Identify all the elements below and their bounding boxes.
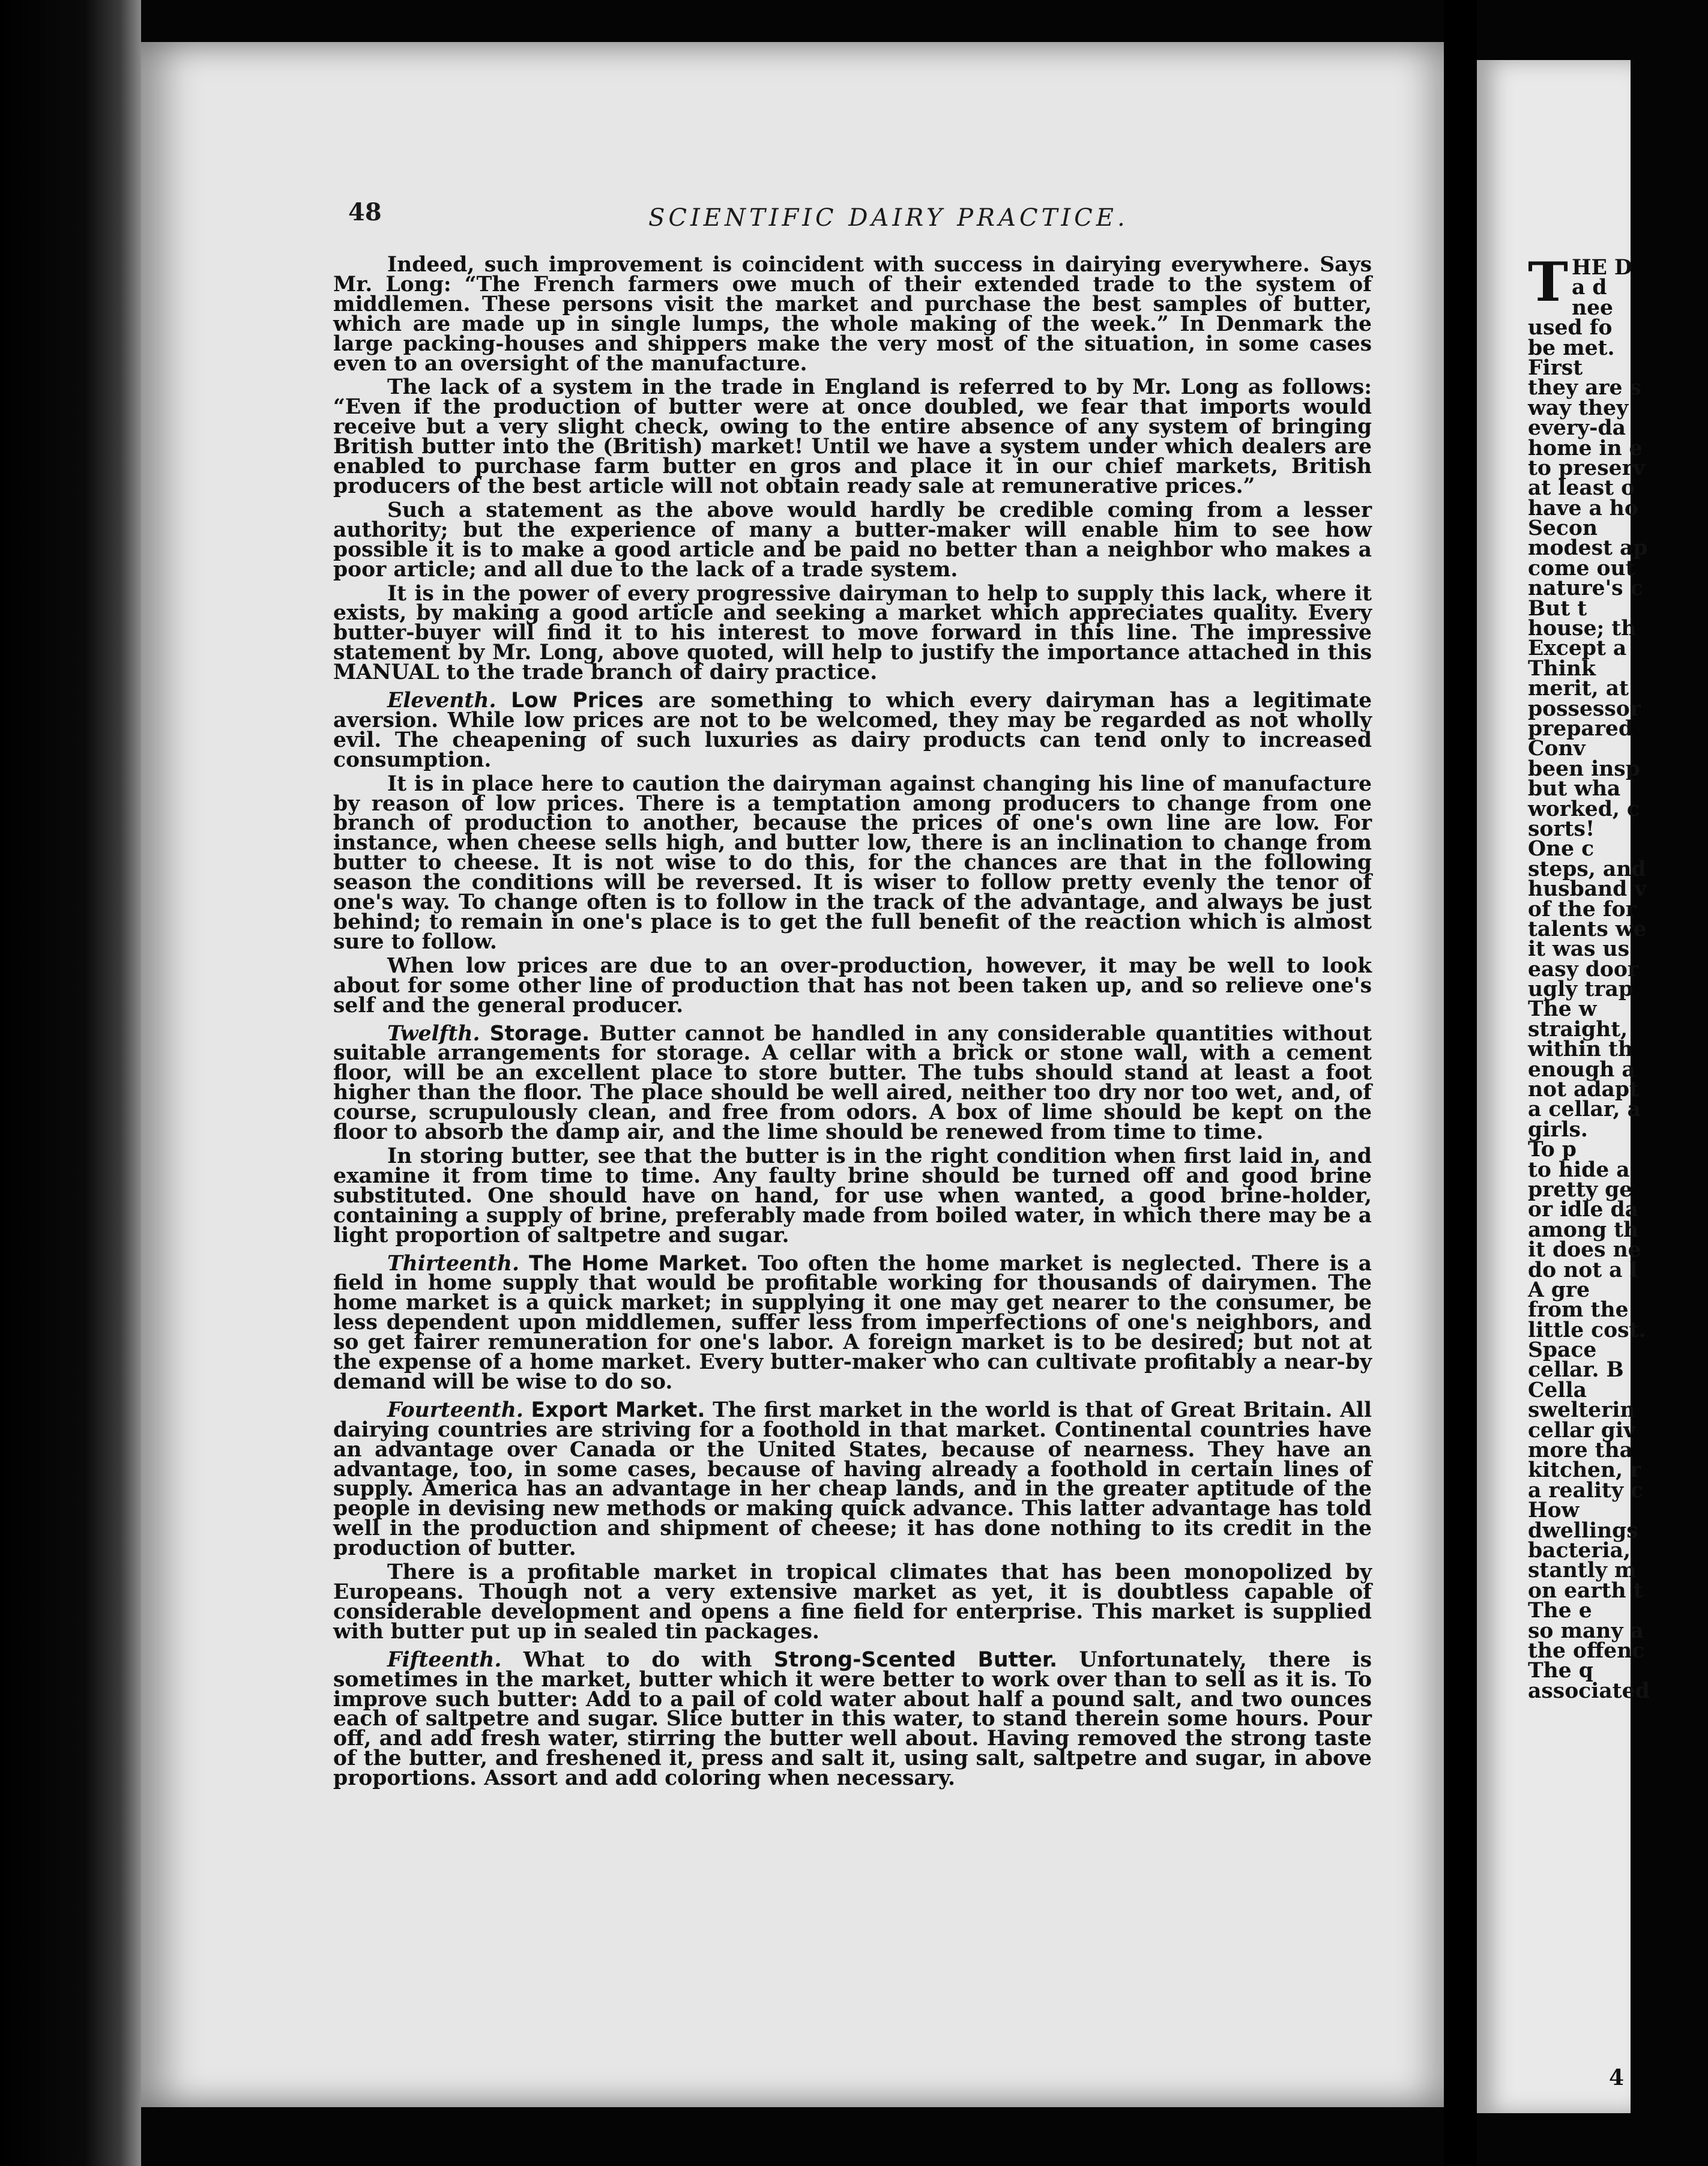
paragraph-text: In storing butter, see that the butter is in the right condition when first laid in, and examine it from time to time. Any faulty brine should be turned off and good brine substituted. One should have on hand, for use when wanted, a good brine-holder, containing a supply of brine, preferably made from boiled water, in which there may be a light proportion of saltpetre and sugar. — [333, 1144, 1372, 1247]
drop-cap: T — [1528, 250, 1568, 314]
paragraph-text: Such a statement as the above would hardly be credible coming from a lesser authority; but the experience of many a butter-maker will enable him to see how possible it is to make a good article and be paid no better than a neighbor who makes a poor article; and all due to the lack of a trade system. — [333, 498, 1372, 582]
book-edge — [0, 0, 141, 2166]
right-page-line: from the — [1528, 1298, 1629, 1323]
paragraph — [333, 1144, 1372, 1247]
book-gutter — [1444, 0, 1477, 2166]
section-title: Low Prices — [511, 689, 644, 713]
right-page-line: stantly m — [1528, 1558, 1637, 1583]
body-text — [333, 255, 1372, 1793]
section-number: Fifteenth. — [387, 1647, 502, 1672]
right-page-line: First — [1528, 355, 1583, 380]
right-page-line: enough a — [1528, 1057, 1635, 1082]
right-page-line: worked, c — [1528, 797, 1640, 821]
section-title: Storage. — [489, 1021, 590, 1046]
paragraph — [333, 1021, 1372, 1145]
right-page-line: every-da — [1528, 416, 1626, 441]
paragraph — [333, 1647, 1372, 1791]
paragraph-text: Too often the home market is neglected. There is a field in home supply that would be profitable working for thousands of dairymen. The home market is a quick market; in supplying it one may get nearer to the consumer, be less dependent upon middlemen, suffer less from imperfections of one's neighbors, and so get fairer remuneration for one's labor. A foreign market is to be desired; but not at the expense of a home market. Every butter-maker who can cultivate profitably a near-by demand will be wise to do so. — [333, 1251, 1372, 1394]
right-page-line: more tha — [1528, 1438, 1634, 1463]
right-page-line: it was us — [1528, 937, 1630, 962]
right-page-line: Space — [1528, 1338, 1597, 1363]
paragraph — [333, 1398, 1372, 1561]
right-page-line: bacteria, — [1528, 1539, 1631, 1563]
section-number: Fourteenth. — [387, 1398, 524, 1422]
right-page-line: prepared — [1528, 716, 1633, 741]
right-page-line: but wha — [1528, 777, 1621, 801]
right-page-line: One c — [1528, 837, 1595, 861]
right-page-line: Except a — [1528, 636, 1627, 661]
paragraph-text: There is a profitable market in tropical climates that has been monopolized by Europeans. Though not a very extensive market as yet, it is doubtless capable of considerable development and opens a fine field for enterprise. This market is supplied with butter put up in sealed tin packages. — [333, 1560, 1372, 1644]
right-page-line: within th — [1528, 1037, 1634, 1062]
right-page-line: pretty ge — [1528, 1177, 1633, 1202]
right-page-line: house; th — [1528, 617, 1637, 641]
right-page-text — [1528, 250, 1708, 1703]
right-page-line: How — [1528, 1498, 1580, 1523]
paragraph — [333, 1251, 1372, 1394]
paragraph-text: Indeed, such improvement is coincident with success in dairying everywhere. Says Mr. Long: “The French farmers owe much of their extended trade to the system of middlemen. These persons visit the market and purchase the best samples of butter, which are made up in single lumps, the whole making of the week.” In Denmark the large packing-houses and shippers make the very most of the situation, in some cases even to an oversight of the manufacture. — [333, 253, 1372, 376]
paragraph — [333, 253, 1372, 376]
page-number: 48 — [348, 198, 382, 226]
right-page-line: husband v — [1528, 877, 1647, 902]
right-page-line: possessor — [1528, 696, 1641, 721]
section-lead-text: What to do with — [523, 1647, 752, 1672]
right-page-line: Secon — [1528, 516, 1598, 541]
paragraph-text: The first market in the world is that of Great Britain. All dairying countries are striving for a foothold in that market. Continental countries have an advantage over Canada or the United States, because of nearness. They have an advantage, too, in some cases, because of having already a foothold in certain lines of supply. America has an advantage in her cheap lands, and in the greater aptitude of the people in devising new methods or making quick advance. This latter advantage has told well in the production and shipment of cheese; it has done nothing to its credit in the production of butter. — [333, 1398, 1372, 1561]
right-page-line: or idle da — [1528, 1198, 1638, 1222]
section-title: The Home Market. — [529, 1251, 749, 1276]
right-page-line: little cost. — [1528, 1318, 1646, 1342]
right-page-line: nee — [1571, 295, 1613, 320]
right-page-line: they are s — [1528, 376, 1641, 400]
paragraph — [333, 581, 1372, 685]
right-page-line: be met. — [1528, 336, 1615, 360]
right-page — [1477, 60, 1650, 2113]
running-title: SCIENTIFIC DAIRY PRACTICE. — [648, 204, 1129, 232]
section-number: Eleventh. — [387, 689, 496, 713]
paragraph — [333, 498, 1372, 582]
right-page-line: straight, — [1528, 1017, 1628, 1042]
right-page-line: to preserv — [1528, 456, 1645, 480]
right-page-line: The e — [1528, 1599, 1592, 1623]
paragraph — [333, 1560, 1372, 1644]
right-page-line: associated — [1528, 1679, 1650, 1703]
right-page-line: talents we — [1528, 917, 1647, 941]
right-page-line: Cella — [1528, 1378, 1587, 1402]
section-title: Strong-Scented Butter. — [773, 1647, 1058, 1672]
paragraph — [333, 691, 1372, 770]
right-page-line: a d — [1571, 276, 1607, 300]
right-page-line: merit, at — [1528, 677, 1629, 701]
paragraph — [333, 953, 1372, 1018]
paragraph-text: It is in the power of every progressive dairyman to help to supply this lack, where it exists, by making a good article and seeking a market which appreciates quality. Every butter-buyer will find it to his interest to move forward in this line. The impressive statement by Mr. Long, above quoted, will help to justify the importance attached in this MANUAL to the trade branch of dairy practice. — [333, 581, 1372, 685]
section-number: Thirteenth. — [387, 1251, 519, 1276]
right-page-line: But t — [1528, 596, 1587, 621]
right-page-line: cellar. B — [1528, 1358, 1624, 1383]
right-page-line: A gre — [1528, 1278, 1590, 1302]
right-page-line: nature's c — [1528, 576, 1643, 601]
right-page-line: The q — [1528, 1659, 1593, 1683]
paragraph-text: The lack of a system in the trade in England is referred to by Mr. Long as follows: “Even if the production of butter were at once doubled, we fear that imports would receive but a very slight check, owing to the entire absence of any system of bringing British butter into the (British) market! Until we have a system under which dealers are enabled to purchase farm butter en gros and place it in our chief markets, British producers of the best article will not obtain ready sale at remunerative prices.” — [333, 375, 1372, 498]
right-page-line: steps, and — [1528, 857, 1646, 881]
right-page-line: sorts! — [1528, 816, 1595, 841]
right-page-line: at least o — [1528, 476, 1635, 501]
paragraph-text: Butter cannot be handled in any considerable quantities without suitable arrangements for storage. A cellar with a brick or stone wall, with a cement floor, will be an excellent place to store butter. The tubs should stand at least a foot higher than the floor. The place should be well aired, neither too dry nor too wet, and, of course, scrupulously clean, and free from odors. A box of lime should be kept on the floor to absorb the damp air, and the lime should be renewed from time to time. — [333, 1021, 1372, 1145]
right-page-line: The w — [1528, 997, 1597, 1022]
right-page-line: home in e — [1528, 436, 1643, 460]
right-page-line: Think — [1528, 656, 1596, 681]
right-page-line: come out — [1528, 556, 1635, 581]
paragraph-text: Unfortunately, there is sometimes in the market, butter which it were better to work over than to sell as it is. To improve such butter: Add to a pail of cold water about half a pound salt, and two ounces each of saltpetre and sugar. Slice butter in this water, to stand therein some hours. Pour off, and add fresh water, stirring the butter well about. Having removed the strong taste of the butter, and freshened it, press and salt it, using salt, saltpetre and sugar, in above proportions. Assort and add coloring when necessary. — [333, 1647, 1372, 1791]
right-page-line: not adapt — [1528, 1078, 1639, 1102]
section-title: Export Market. — [531, 1398, 705, 1422]
right-page-line: ugly trap — [1528, 977, 1633, 1002]
paragraph-text: are something to which every dairyman has a legitimate aversion. While low prices are not to be welcomed, they may be regarded as not wholly evil. The cheapening of such luxuries as dairy products can tend only to increased consumption. — [333, 689, 1372, 772]
right-page-line: a reality c — [1528, 1478, 1644, 1503]
right-page-line: kitchen, r — [1528, 1458, 1641, 1483]
right-page-line: swelterin — [1528, 1398, 1635, 1423]
right-page-line: cellar giv — [1528, 1418, 1635, 1443]
right-page-line: it does ne — [1528, 1238, 1641, 1262]
right-page-line: of the for — [1528, 897, 1637, 922]
right-page-line: used fo — [1528, 316, 1613, 340]
right-page-line: among th — [1528, 1217, 1639, 1242]
right-page-line: To p — [1528, 1138, 1577, 1162]
right-page-line: girls. — [1528, 1117, 1588, 1142]
paragraph — [333, 771, 1372, 954]
right-page-line: on earth t — [1528, 1578, 1643, 1603]
right-page-line: easy door — [1528, 957, 1639, 982]
right-page-line: HE D — [1571, 256, 1632, 280]
right-page-line: way they — [1528, 396, 1629, 420]
right-page-line: do not a l — [1528, 1258, 1638, 1282]
paragraph-text: When low prices are due to an over-production, however, it may be well to look about for some other line of production that has not been taken up, and so relieve one's self and the general producer. — [333, 953, 1372, 1018]
right-page-line: the offenc — [1528, 1638, 1645, 1663]
right-page-line: dwellings — [1528, 1518, 1638, 1543]
right-page-line: so many a — [1528, 1618, 1644, 1643]
right-page-line: have a ho — [1528, 496, 1638, 520]
paragraph — [333, 375, 1372, 498]
right-page-number: 4 — [1609, 2065, 1625, 2090]
right-page-line: to hide a — [1528, 1157, 1630, 1182]
paragraph-text: It is in place here to caution the dairyman against changing his line of manufacture by reason of low prices. There is a temptation among producers to change from one branch of production to another, because the prices of one's own line are low. For instance, when cheese sells high, and butter low, there is an inclination to change from butter to cheese. It is not wise to do this, for the chances are that in the following season the conditions will be reversed. It is wiser to follow pretty evenly the tenor of one's way. To change often is to follow in the track of the advantage, and always be just behind; to remain in one's place is to get the full benefit of the reaction which is almost sure to follow. — [333, 771, 1372, 954]
section-number: Twelfth. — [387, 1021, 480, 1046]
right-page-line: modest ap — [1528, 536, 1648, 561]
right-page-line: Conv — [1528, 737, 1586, 761]
right-page-line: been insp — [1528, 756, 1640, 781]
right-page-line: a cellar, a — [1528, 1097, 1641, 1122]
